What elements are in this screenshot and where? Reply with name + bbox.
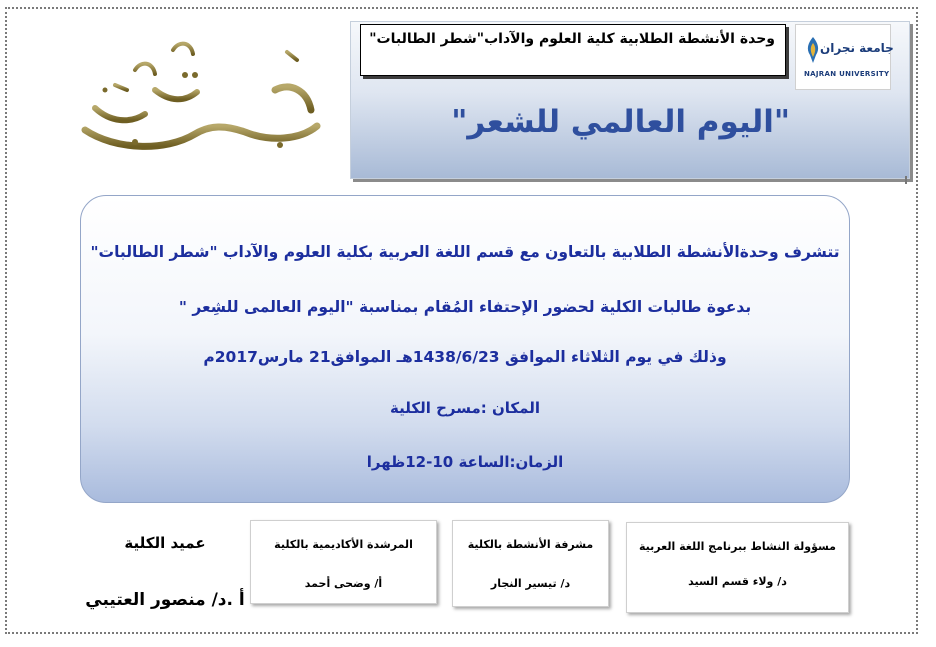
signature-name: أ .د/ منصور العتيبي — [85, 590, 245, 610]
invitation-line-1: تتشرف وحدةالأنشطة الطلابية بالتعاون مع قسم اللغة العربية بكلية العلوم والآداب "شطر الطالبات" — [90, 243, 840, 261]
invitation-line-2: بدعوة طالبات الكلية لحضور الإحتفاء المُقام بمناسبة "اليوم العالمى للشِعر " — [178, 298, 752, 316]
signature-academic-advisor — [250, 520, 437, 604]
diwan-al-arab-calligraphy — [75, 30, 325, 155]
signature-role: مشرفة الأنشطة بالكلية — [467, 538, 594, 551]
signature-program-coordinator — [626, 522, 849, 613]
signature-role: مسؤولة النشاط ببرنامج اللغة العربية — [639, 540, 836, 553]
university-logo — [795, 24, 894, 90]
logo-english-name: NAJRAN UNIVERSITY — [804, 70, 890, 78]
signature-name: د/ ولاء قسم السيد — [688, 575, 787, 588]
signature-activities-supervisor — [452, 520, 609, 607]
signature-role: عميد الكلية — [124, 534, 206, 552]
decorative-mark — [905, 176, 907, 184]
header-unit-bar — [360, 24, 786, 76]
logo-arabic-name: جامعة نجران — [820, 41, 894, 55]
event-title: "اليوم العالمي للشعر" — [451, 104, 790, 140]
signature-name: د/ تيسير النجار — [490, 577, 571, 590]
signature-dean — [85, 518, 245, 618]
invitation-location: المكان :مسرح الكلية — [390, 399, 540, 417]
signature-role: المرشدة الأكاديمية بالكلية — [274, 538, 413, 551]
invitation-time: الزمان:الساعة 10-12ظهرا — [366, 453, 564, 471]
unit-college-label: وحدة الأنشطة الطلابية كلية العلوم والآداب"شطر الطالبات" — [369, 31, 775, 47]
signature-name: أ/ وضحى أحمد — [304, 577, 383, 590]
invitation-date-line: وذلك في يوم الثلاثاء الموافق 1438/6/23هـ الموافق21 مارس2017م — [203, 348, 727, 366]
